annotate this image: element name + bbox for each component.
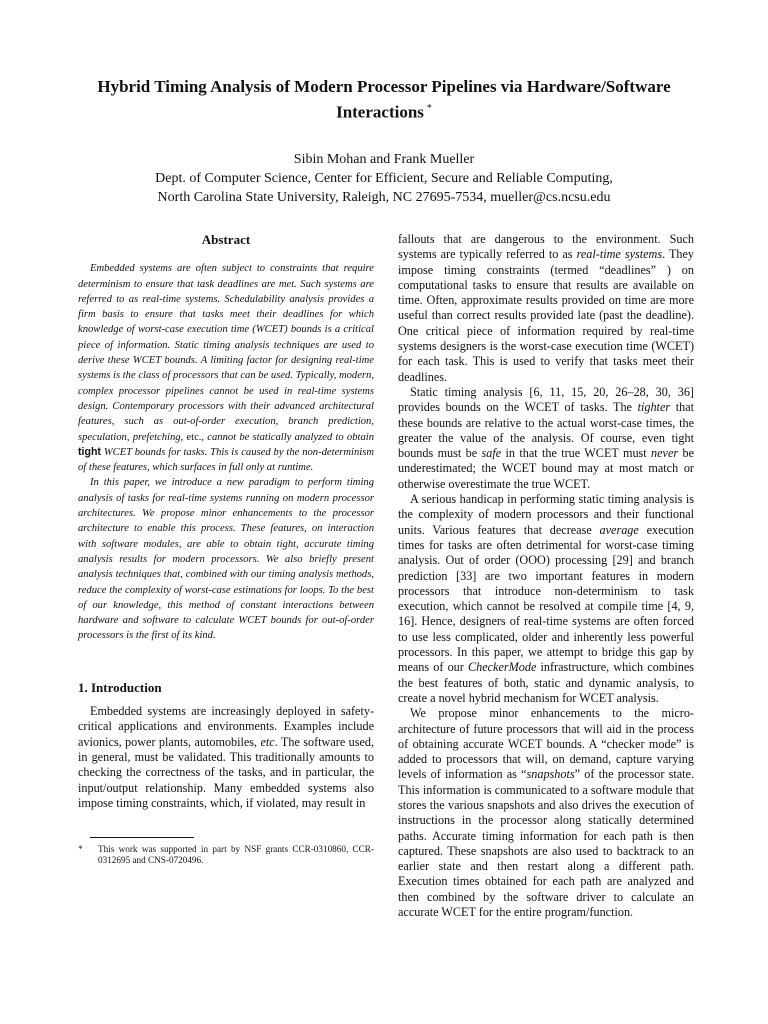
right-p2-text-d: be underestimated; the WCET bound may at most match or otherwise overestimate the true WCET. xyxy=(398,446,694,491)
author-names: Sibin Mohan and Frank Mueller xyxy=(293,152,475,167)
right-paragraph-1 xyxy=(398,232,694,385)
right-p3-text-b: execution times for tasks are often detrimental for worst-case timing analysis. Out of order (OOO) processing [29] and branch prediction [33] are two important features in modern processors that introduce non-determinism to task execution, which cannot be resolved at compile time [4, 9, 16]. Hence, designers of real-time systems are often forced to use less complicated, older and inherently less powerful processors. In this paper, we attempt to bridge this gap by means of our xyxy=(398,522,694,675)
affiliation-line-2: North Carolina State University, Raleigh, NC 27695-7534, mueller@cs.ncsu.edu xyxy=(157,190,611,205)
footnote-rule xyxy=(90,837,194,838)
footnote xyxy=(78,844,374,866)
abstract-heading: Abstract xyxy=(201,232,251,247)
right-p2-safe: safe xyxy=(481,446,502,461)
right-paragraph-3 xyxy=(398,492,694,706)
right-p1-rts: real-time systems xyxy=(576,247,663,262)
right-p3-average: average xyxy=(599,522,639,537)
abstract-paragraph-2: In this paper, we introduce a new paradigm to perform timing analysis of tasks for real-time systems running on modern processor architectures. We propose minor enhancements to the processor architecture to enable this process. These features, on interaction with software modules, are able to obtain tight, accurate timing analysis results for modern processors. We also briefly present analysis techniques that, combined with our timing analysis methods, reduce the complexity of worst-case estimations for loops. To the best of our knowledge, this method of constant interactions between hardware and software to calculate WCET bounds for out-of-order processors is the first of its kind. xyxy=(78,477,374,642)
right-p4-snapshots: snapshots xyxy=(526,767,575,782)
right-p3-text-a: A serious handicap in performing static timing analysis is the complexity of modern processors and their functional units. Various features that decrease xyxy=(398,492,694,537)
section-heading-introduction: 1. Introduction xyxy=(78,679,162,695)
abstract-paragraph-1 xyxy=(78,261,374,475)
right-p2-tighter: tighter xyxy=(637,400,671,415)
intro-paragraph-1 xyxy=(78,704,374,811)
right-column xyxy=(398,232,694,920)
right-p4-text-b: ” of the processor state. This information is communicated to a software module that stores the various snapshots and also drives the execution of instructions in the processor along statically determined paths. Accurate timing information for each path is then captured. These snapshots are also used to backtrack to an earlier state and then restart along a different path. Execution times obtained for each path are analyzed and then combined by the software driver to calculate an accurate WCET for the entire program/function. xyxy=(398,767,694,920)
paper-title xyxy=(60,76,708,124)
intro-p1-etc: etc xyxy=(260,734,275,749)
abstract-p1-etc: etc. xyxy=(186,431,202,443)
title-line-1: Hybrid Timing Analysis of Modern Processor Pipelines via Hardware/Software xyxy=(97,77,671,96)
title-line-2-text: Interactions xyxy=(336,102,424,122)
right-p1-text-a: fallouts that are dangerous to the environment. Such systems are typically referred to as xyxy=(398,232,694,262)
right-paragraph-4 xyxy=(398,706,694,920)
right-p1-text-b: . They impose timing constraints (termed “deadlines” ) on computational tasks to ensure that results are available on time. Often, approximate results provided on time are more useful than correct results provided late (past the deadline). One critical piece of information required by real-time systems designers is the worst-case execution time (WCET) for each task. This is used to verify that tasks meet their deadlines. xyxy=(398,247,694,384)
abstract-p1-text-b: , cannot be statically analyzed to obtain xyxy=(201,431,374,443)
abstract-p1-tight: tight xyxy=(78,445,101,458)
right-p2-text-a: Static timing analysis [6, 11, 15, 20, 26–28, 30, 36] provides bounds on the WCET of tasks. The xyxy=(398,384,694,415)
abstract-p1-text-a: Embedded systems are often subject to constraints that require determinism to ensure that task deadlines are met. Such systems are referred to as real-time systems. Schedulability analysis provides a firm basis to ensure that tasks meet their deadlines for which knowledge of worst-case execution time (WCET) bounds is a critical piece of information. Static timing analysis techniques are used to derive these WCET bounds. A limiting factor for designing real-time systems is the class of processors that can be used. Typically, modern, complex processor pipelines cannot be used in real-time systems design. Contemporary processors with their advanced architectural features, such as out-of-order execution, branch prediction, speculation, prefetching, xyxy=(78,263,375,443)
affiliation-line-1: Dept. of Computer Science, Center for Efficient, Secure and Reliable Computing, xyxy=(155,171,613,186)
right-p2-text-c: in that the true WCET must xyxy=(501,446,652,461)
footnote-text: This work was supported in part by NSF grants CCR-0310860, CCR-0312695 and CNS-0720496. xyxy=(98,844,374,866)
intro-p1-text-a: Embedded systems are increasingly deployed in safety-critical applications and environments. Examples include avionics, power plants, automobiles, xyxy=(78,704,374,749)
intro-p1-text-b: . The software used, in general, must be validated. This traditionally amounts to checking the correctness of the tasks, and in particular, the input/output relationship. Many embedded systems also impose timing constraints, which, if violated, may result in xyxy=(78,734,375,810)
left-column xyxy=(78,232,374,866)
footnote-mark: * xyxy=(78,844,83,855)
right-p2-text-b: that these bounds are relative to the actual worst-case times, the greater the value of the analysis. Of course, even tight bounds must be xyxy=(398,400,694,461)
title-line-2 xyxy=(60,98,708,124)
abstract-p1-text-c: WCET bounds for tasks. This is caused by the non-determinism of these features, which surfaces in full only at runtime. xyxy=(78,446,374,474)
right-paragraph-2 xyxy=(398,385,694,492)
right-p4-text-a: We propose minor enhancements to the micro-architecture of future processors that will aid in the process of obtaining accurate WCET bounds. A “checker mode” is added to processors that will, on demand, capture varying levels of information as “ xyxy=(398,706,694,782)
title-footnote-mark: * xyxy=(426,103,432,114)
author-block xyxy=(60,150,708,207)
right-p3-checkermode: CheckerMode xyxy=(468,660,537,675)
right-p3-text-c: infrastructure, which combines the best features of both, static and dynamic analysis, to create a novel hybrid mechanism for WCET analysis. xyxy=(398,660,694,705)
right-p2-never: never xyxy=(651,446,679,461)
